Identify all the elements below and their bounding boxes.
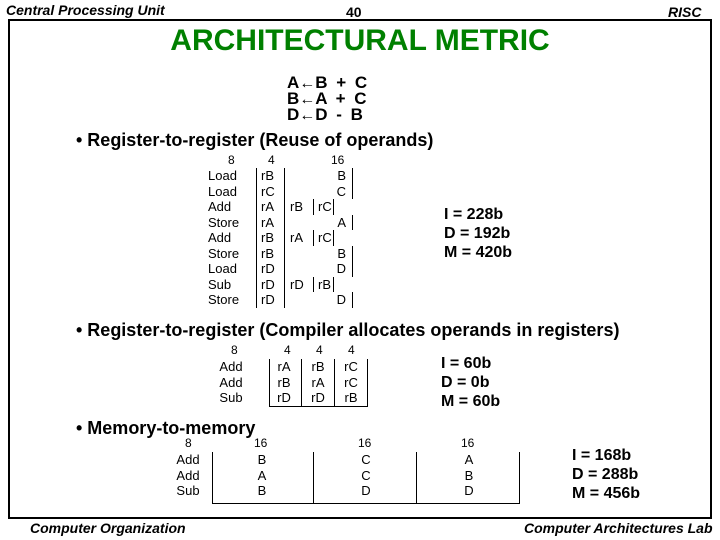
s2-stat-instr: I = 60b — [441, 355, 492, 372]
s1-reg1-column — [261, 168, 275, 308]
section2-heading: • Register-to-register (Compiler allocates operands in registers) — [76, 320, 620, 340]
r1-cell: rD — [277, 390, 291, 405]
ops-cell: Sub — [219, 390, 243, 405]
equation-2: B←A + C — [287, 89, 369, 108]
ops-cell: Add — [208, 199, 232, 214]
r1-cell: rA — [277, 359, 291, 374]
m2-cell: C — [361, 467, 371, 483]
m3-cell: B — [464, 467, 474, 483]
page-number: 40 — [346, 4, 362, 20]
ops-cell: Load — [208, 183, 237, 199]
reg1-cell: rD — [261, 261, 275, 276]
reg1-cell: rB — [261, 230, 274, 245]
s3-m1-column — [214, 452, 310, 499]
s3-size-m1: 16 — [254, 436, 268, 450]
r1-cell: rB — [277, 374, 291, 390]
s1-stats — [444, 205, 512, 262]
s2-stat-data: D = 0b — [441, 374, 490, 391]
mem-cell: A — [337, 214, 346, 230]
mem-cell — [290, 277, 346, 293]
s1-size-addr: 16 — [331, 153, 345, 167]
s1-stat-mem: M = 420b — [444, 244, 513, 261]
s1-stat-instr: I = 228b — [444, 206, 504, 223]
m2-cell: C — [361, 452, 371, 467]
ops-cell: Store — [208, 214, 240, 230]
slide-title: ARCHITECTURAL METRIC — [170, 24, 550, 57]
m1-cell: A — [257, 467, 267, 483]
s1-col-divider — [284, 168, 285, 308]
s2-stats — [441, 354, 500, 411]
ops-cell: Sub — [208, 276, 232, 292]
left-rule — [8, 19, 10, 518]
reg2-cell: rD — [290, 276, 304, 292]
ops-cell: Load — [208, 261, 237, 276]
header-topic: RISC — [668, 4, 702, 20]
s1-op-column — [208, 168, 239, 308]
r2-cell: rD — [311, 390, 325, 405]
right-rule — [710, 19, 712, 518]
ops-cell: Add — [176, 452, 200, 467]
s1-row-divider — [313, 199, 314, 215]
left-arrow-icon: ← — [299, 107, 316, 124]
s3-m2-column — [318, 452, 414, 499]
reg1-cell: rD — [261, 276, 275, 292]
s3-size-m2: 16 — [358, 436, 372, 450]
mem-cell — [290, 230, 346, 246]
s3-bottom-line — [212, 503, 520, 504]
s1-row-divider — [313, 230, 314, 246]
s1-row-divider — [333, 277, 334, 293]
s2-col-divider — [301, 359, 302, 407]
mem-cell — [290, 199, 346, 215]
footer-left: Computer Organization — [30, 520, 186, 536]
s3-stat-data: D = 288b — [572, 466, 639, 483]
s3-m3-column — [421, 452, 517, 499]
ops-cell: Store — [208, 245, 240, 261]
s2-r3-column — [339, 359, 363, 406]
s2-op-column — [210, 359, 252, 406]
r2-cell: rB — [311, 359, 325, 374]
s2-r2-column — [306, 359, 330, 406]
r3-cell: rC — [344, 374, 358, 390]
footer-right: Computer Architectures Lab — [524, 520, 713, 536]
s3-stats — [572, 446, 640, 503]
s1-col-divider — [256, 168, 257, 308]
r3-cell: rC — [344, 359, 358, 374]
s3-op-column — [166, 452, 210, 499]
left-arrow-icon: ← — [299, 75, 316, 92]
ops-cell: Add — [176, 467, 200, 483]
ops-cell: Load — [208, 168, 237, 183]
reg3-cell: rC — [318, 230, 332, 245]
reg1-cell: rB — [261, 245, 274, 261]
s1-row-divider — [352, 292, 353, 308]
s1-size-op: 8 — [228, 153, 235, 167]
s2-size-r3: 4 — [348, 343, 355, 357]
ops-cell: Sub — [176, 483, 200, 498]
ops-cell: Add — [219, 359, 243, 374]
s2-size-op: 8 — [231, 343, 238, 357]
left-arrow-icon: ← — [299, 91, 316, 108]
mem-cell: B — [337, 245, 346, 261]
reg1-cell: rA — [261, 199, 274, 214]
reg3-cell: rB — [318, 276, 331, 292]
s3-stat-instr: I = 168b — [572, 447, 632, 464]
s1-row-divider — [352, 184, 353, 200]
s2-col-divider — [367, 359, 368, 407]
s1-size-reg: 4 — [268, 153, 275, 167]
s2-r1-column — [272, 359, 296, 406]
s2-bottom-line — [269, 406, 368, 407]
mem-cell: D — [336, 261, 346, 276]
s3-col-divider — [416, 452, 417, 504]
s1-row-divider — [333, 230, 334, 246]
s2-col-divider — [334, 359, 335, 407]
section3-heading: • Memory-to-memory — [76, 418, 256, 438]
ops-cell: Add — [208, 230, 232, 245]
s1-mem-column — [290, 168, 346, 308]
s3-stat-mem: M = 456b — [572, 485, 641, 502]
s2-stat-mem: M = 60b — [441, 393, 501, 410]
s2-size-r1: 4 — [284, 343, 291, 357]
s3-size-op: 8 — [185, 436, 192, 450]
s1-row-divider — [313, 277, 314, 293]
mem-cell: D — [336, 292, 346, 307]
reg1-cell: rC — [261, 183, 275, 199]
s3-col-divider — [313, 452, 314, 504]
mem-cell: B — [337, 168, 346, 183]
top-rule — [8, 19, 712, 21]
s3-size-m3: 16 — [461, 436, 475, 450]
s2-col-divider — [269, 359, 270, 407]
s1-row-divider — [352, 261, 353, 277]
ops-cell: Add — [219, 374, 243, 390]
s2-size-r2: 4 — [316, 343, 323, 357]
reg1-cell: rA — [261, 214, 274, 230]
s1-row-divider — [333, 199, 334, 215]
ops-cell: Store — [208, 292, 240, 307]
bottom-rule — [8, 517, 712, 519]
equation-3: D←D - B — [287, 105, 365, 124]
reg2-cell: rB — [290, 199, 303, 214]
m3-cell: D — [464, 483, 474, 498]
m3-cell: A — [464, 452, 474, 467]
reg1-cell: rD — [261, 292, 275, 307]
mem-cell: C — [336, 183, 346, 199]
reg1-cell: rB — [261, 168, 274, 183]
r2-cell: rA — [311, 374, 325, 390]
reg2-cell: rA — [290, 230, 303, 245]
s1-stat-data: D = 192b — [444, 225, 511, 242]
equation-1: A←B + C — [287, 73, 370, 92]
s1-row-divider — [352, 168, 353, 184]
s1-row-divider — [352, 246, 353, 262]
m1-cell: B — [257, 483, 267, 498]
m1-cell: B — [257, 452, 267, 467]
equations — [287, 75, 369, 123]
reg3-cell: rC — [318, 199, 332, 214]
s3-col-divider — [519, 452, 520, 504]
header-course-title: Central Processing Unit — [6, 2, 165, 18]
section1-heading: • Register-to-register (Reuse of operands) — [76, 130, 434, 150]
r3-cell: rB — [344, 390, 358, 405]
s3-col-divider — [212, 452, 213, 504]
m2-cell: D — [361, 483, 371, 498]
s1-row-divider — [352, 215, 353, 231]
